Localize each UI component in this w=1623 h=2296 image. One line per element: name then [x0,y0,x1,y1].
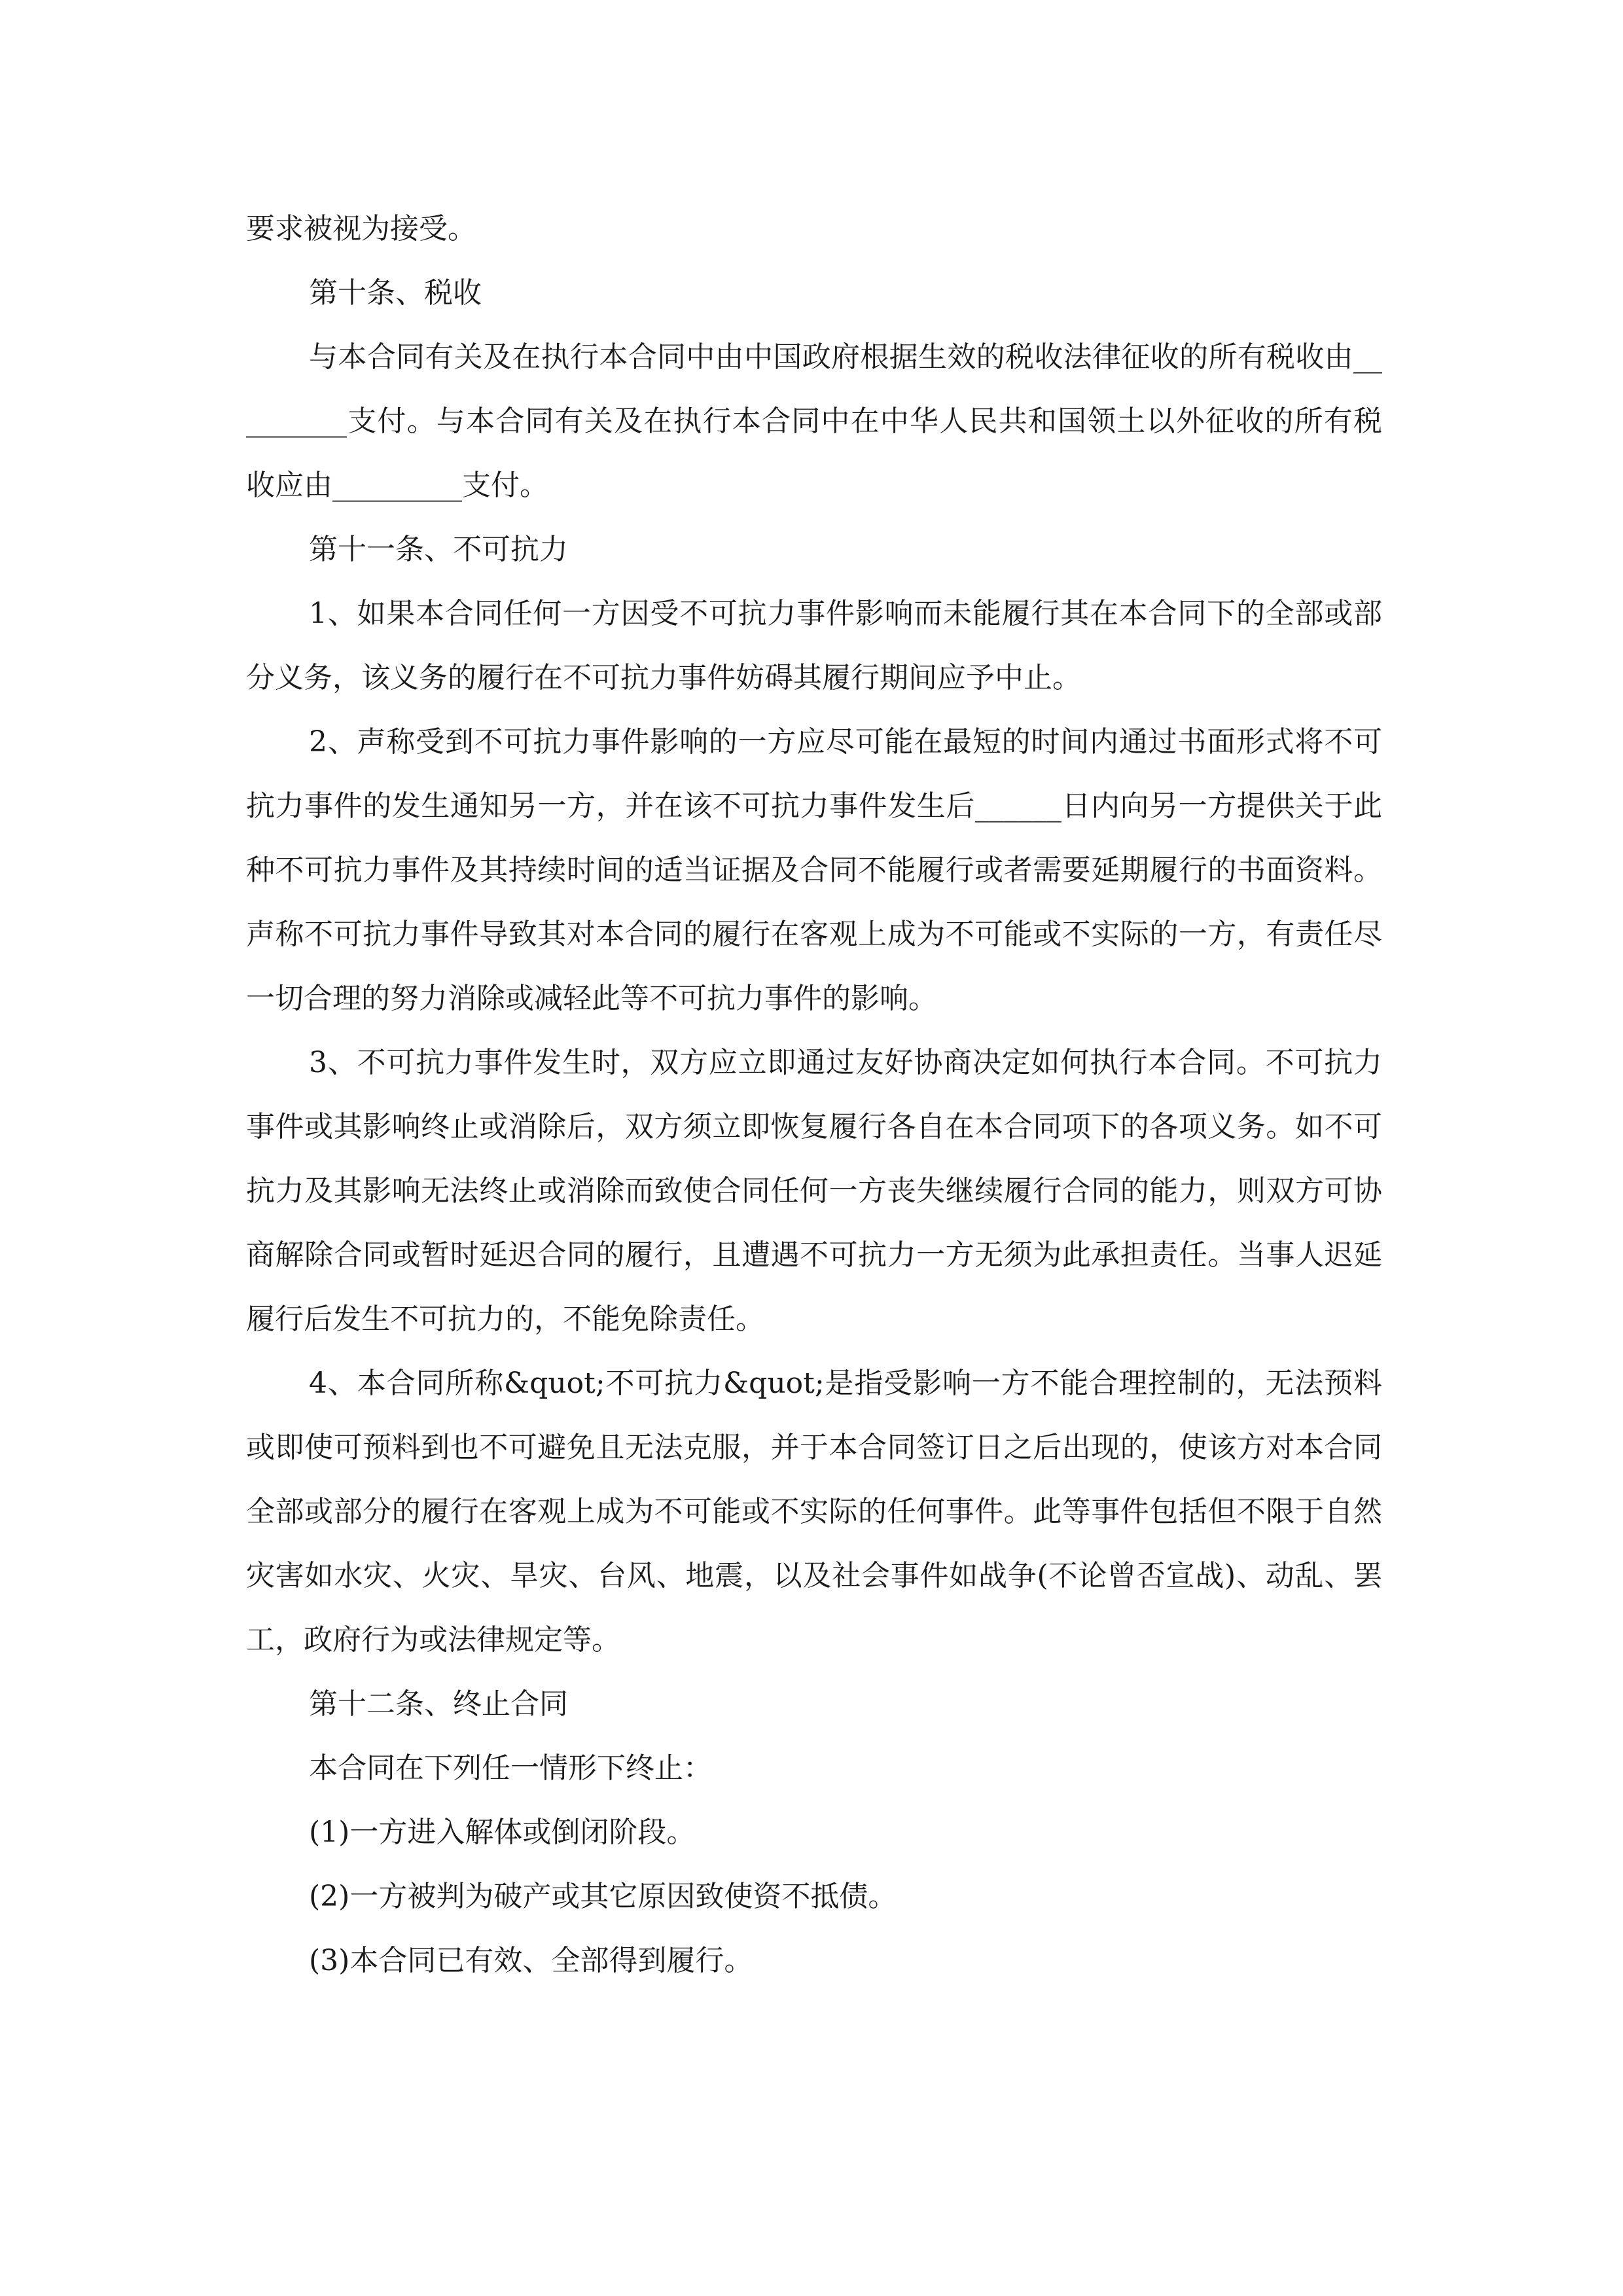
paragraph-tax-clause: 与本合同有关及在执行本合同中由中国政府根据生效的税收法律征收的所有税收由_________支付。与本合同有关及在执行本合同中在中华人民共和国领土以外征收的所有税收应由_________支付。 [246,340,1382,502]
list-item-termination-3: (3)本合同已有效、全部得到履行。 [309,1944,753,1977]
heading-article-10-tax: 第十条、税收 [309,276,482,310]
document-body [246,197,1382,1993]
heading-article-11-force-majeure: 第十一条、不可抗力 [309,533,568,566]
paragraph-force-majeure-2: 2、声称受到不可抗力事件影响的一方应尽可能在最短的时间内通过书面形式将不可抗力事件的发生通知另一方，并在该不可抗力事件发生后______日内向另一方提供关于此种不可抗力事件及其持续时间的适当证据及合同不能履行或者需要延期履行的书面资料。声称不可抗力事件导致其对本合同的履行在客观上成为不可能或不实际的一方，有责任尽一切合理的努力消除或减轻此等不可抗力事件的影响。 [246,725,1382,1015]
paragraph-force-majeure-1: 1、如果本合同任何一方因受不可抗力事件影响而未能履行其在本合同下的全部或部分义务，该义务的履行在不可抗力事件妨碍其履行期间应予中止。 [246,597,1382,694]
paragraph-force-majeure-4: 4、本合同所称&quot;不可抗力&quot;是指受影响一方不能合理控制的，无法预料或即使可预料到也不可避免且无法克服，并于本合同签订日之后出现的，使该方对本合同全部或部分的履行在客观上成为不可能或不实际的任何事件。此等事件包括但不限于自然灾害如水灾、火灾、旱灾、台风、地震，以及社会事件如战争(不论曾否宣战)、动乱、罢工，政府行为或法律规定等。 [246,1367,1382,1657]
paragraph-acceptance: 要求被视为接受。 [246,212,476,245]
list-item-termination-2: (2)一方被判为破产或其它原因致使资不抵债。 [309,1880,897,1913]
paragraph-force-majeure-3: 3、不可抗力事件发生时，双方应立即通过友好协商决定如何执行本合同。不可抗力事件或其影响终止或消除后，双方须立即恢复履行各自在本合同项下的各项义务。如不可抗力及其影响无法终止或消除而致使合同任何一方丧失继续履行合同的能力，则双方可协商解除合同或暂时延迟合同的履行，且遭遇不可抗力一方无须为此承担责任。当事人迟延履行后发生不可抗力的，不能免除责任。 [246,1046,1382,1336]
heading-article-12-termination: 第十二条、终止合同 [309,1687,568,1721]
list-item-termination-1: (1)一方进入解体或倒闭阶段。 [309,1816,696,1849]
paragraph-termination-intro: 本合同在下列任一情形下终止： [309,1751,712,1785]
